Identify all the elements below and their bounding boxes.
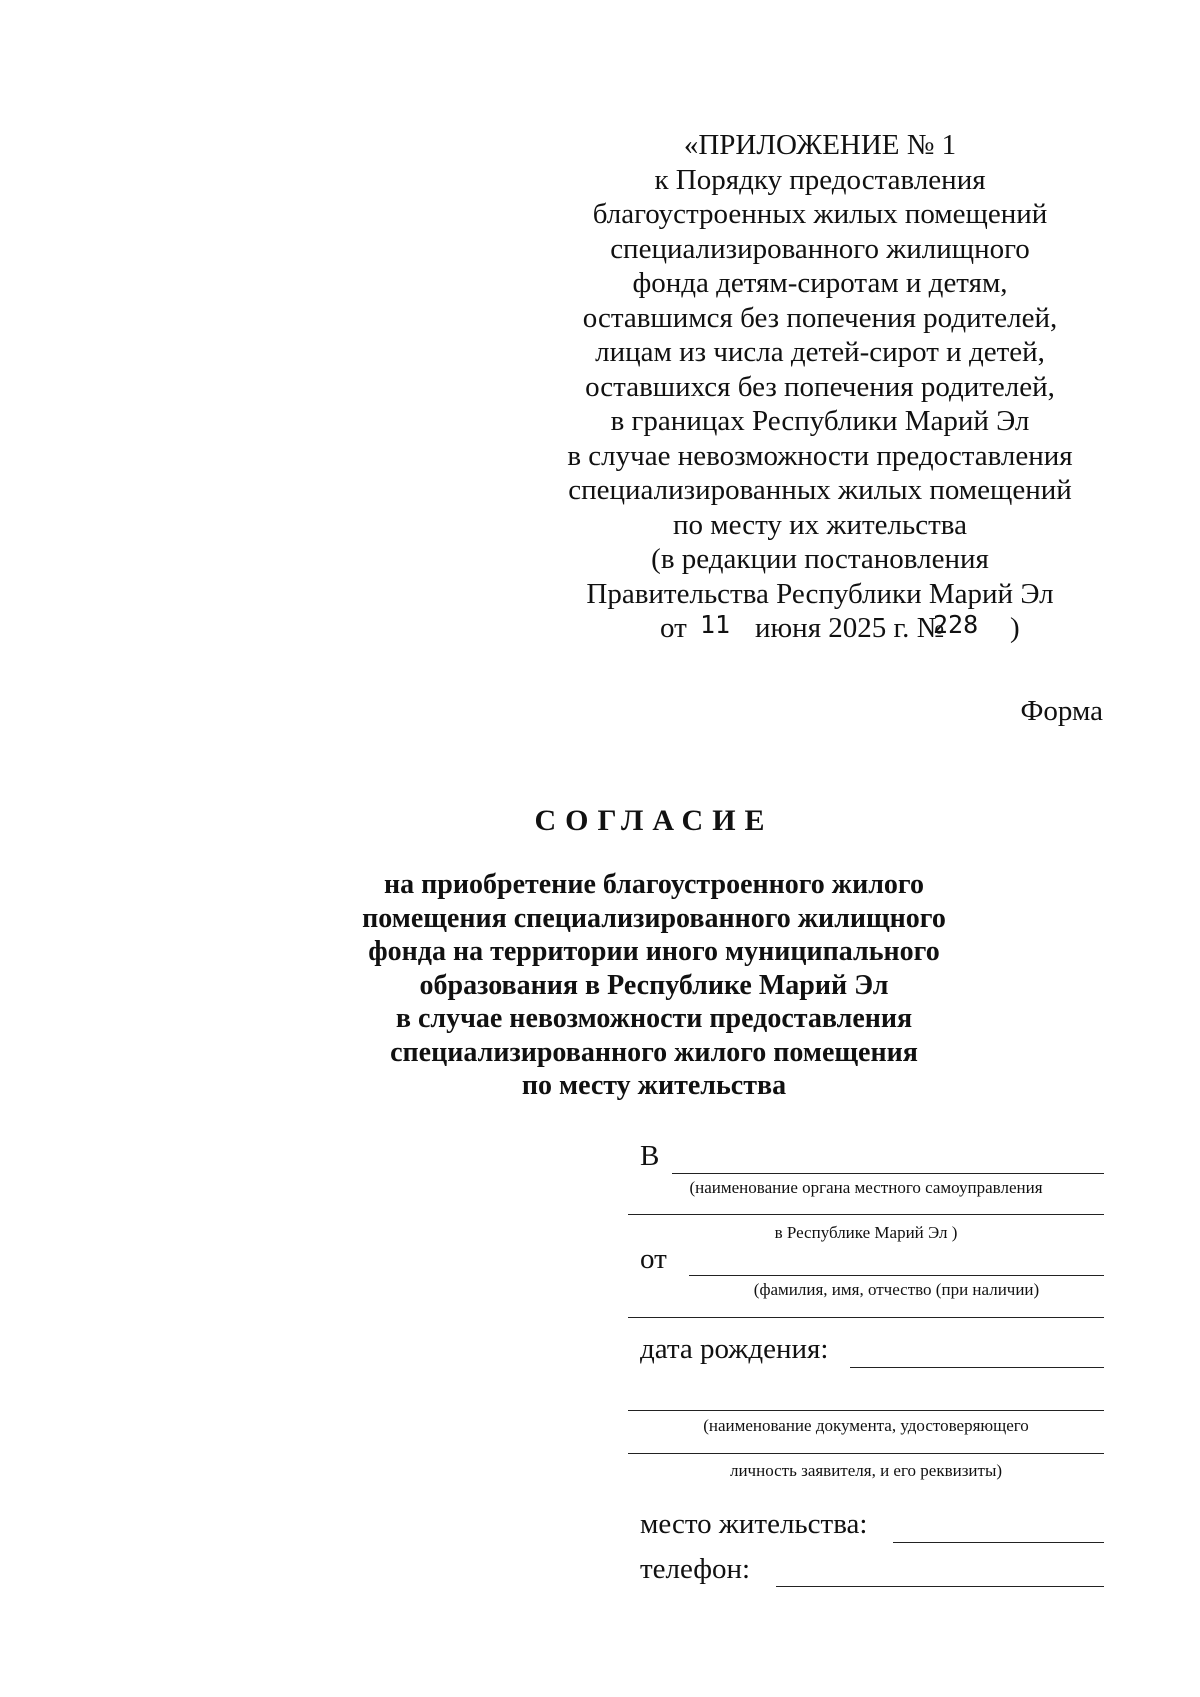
appendix-line: оставшихся без попечения родителей, [585, 370, 1055, 403]
identity-document-caption: (наименование документа, удостоверяющего [703, 1416, 1029, 1435]
applicant-name-caption: (фамилия, имя, отчество (при наличии) [753, 1280, 1040, 1299]
date-prefix: от [660, 612, 687, 644]
document-subtitle [300, 868, 1008, 1103]
to-caption-continued: в Республике Марий Эл ) [774, 1223, 958, 1242]
appendix-line: специализированных жилых помещений [568, 474, 1072, 506]
subtitle-line: образования в Республике Марий Эл [419, 969, 889, 1001]
subtitle-line: по месту жительства [521, 1070, 787, 1101]
appendix-line: благоустроенных жилых помещений [592, 198, 1048, 230]
form-label: Форма [1020, 695, 1103, 727]
subtitle-line: на приобретение благоустроенного жилого [384, 869, 924, 900]
from-label: от [640, 1243, 667, 1275]
appendix-line: Правительства Республики Марий Эл [586, 577, 1054, 610]
birth-date-field[interactable] [850, 1367, 1104, 1368]
subtitle-line: специализированного жилого помещения [390, 1036, 918, 1068]
appendix-line: оставшимся без попечения родителей, [582, 301, 1058, 334]
subtitle-line: помещения специализированного жилищного [362, 902, 946, 934]
residence-field[interactable] [893, 1542, 1104, 1543]
phone-field[interactable] [776, 1586, 1104, 1587]
date-month-year: июня 2025 г. № [755, 612, 945, 644]
resolution-number: 228 [933, 610, 979, 639]
document-title: СОГЛАСИЕ [534, 804, 774, 837]
to-authority-field[interactable] [672, 1173, 1104, 1174]
appendix-line: лицам из числа детей-сирот и детей, [595, 336, 1045, 368]
residence-label: место жительства: [640, 1508, 868, 1540]
to-authority-field-line2[interactable] [628, 1214, 1104, 1215]
identity-document-field[interactable] [628, 1410, 1104, 1411]
date-close-paren: ) [1010, 612, 1020, 644]
appendix-line: в случае невозможности предоставления [567, 439, 1073, 472]
subtitle-line: фонда на территории иного муниципального [368, 936, 940, 967]
identity-document-field-line2[interactable] [628, 1453, 1104, 1454]
appendix-line: фонда детям-сиротам и детям, [632, 267, 1008, 299]
birth-date-label: дата рождения: [640, 1333, 829, 1365]
applicant-name-field[interactable] [689, 1275, 1104, 1276]
to-caption: (наименование органа местного самоуправления [689, 1178, 1043, 1197]
identity-document-caption-continued: личность заявителя, и его реквизиты) [729, 1461, 1003, 1480]
date-day: 11 [700, 610, 731, 639]
appendix-line: к Порядку предоставления [654, 163, 986, 196]
applicant-name-field-line2[interactable] [628, 1317, 1104, 1318]
phone-label: телефон: [640, 1553, 751, 1585]
subtitle-line: в случае невозможности предоставления [395, 1003, 913, 1034]
appendix-line: по месту их жительства [673, 508, 967, 541]
appendix-line: (в редакции постановления [651, 543, 989, 575]
appendix-line: в границах Республики Марий Эл [610, 405, 1030, 437]
to-label: В [640, 1140, 660, 1172]
appendix-line: специализированного жилищного [610, 232, 1030, 265]
appendix-header [560, 128, 1080, 646]
appendix-line: «ПРИЛОЖЕНИЕ № 1 [683, 129, 957, 161]
resolution-date-line [560, 611, 1080, 646]
